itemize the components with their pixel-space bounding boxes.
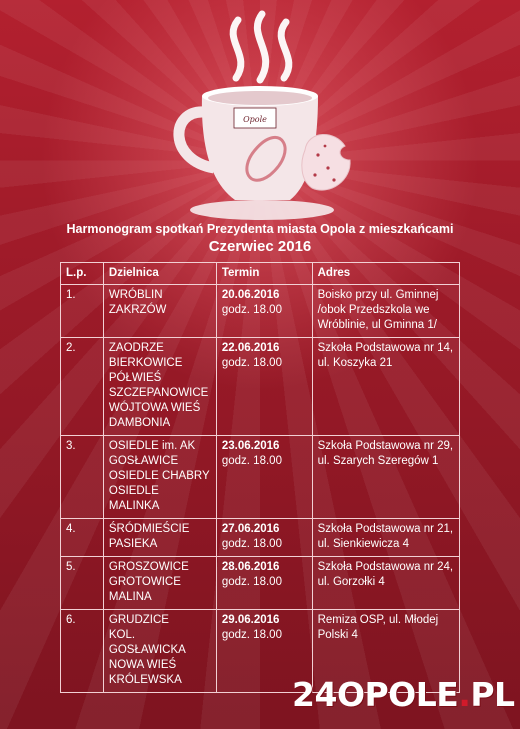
col-header-address: Adres bbox=[312, 263, 459, 285]
table-row bbox=[61, 285, 460, 338]
district-name: DAMBONIA bbox=[108, 417, 171, 429]
district-name: OSIEDLE MALINKA bbox=[108, 485, 160, 512]
brand-logo bbox=[292, 670, 515, 720]
row-number: 3. bbox=[61, 436, 104, 519]
brand-name: OPOLE bbox=[336, 675, 459, 714]
table-row bbox=[61, 436, 460, 519]
district-name: GOSŁAWICE bbox=[108, 455, 179, 467]
district-name: WRÓBLIN bbox=[108, 289, 163, 301]
date-cell bbox=[216, 338, 312, 436]
district-name: PASIEKA bbox=[108, 538, 158, 550]
row-number: 5. bbox=[61, 557, 104, 610]
district-name: KRÓLEWSKA bbox=[108, 674, 182, 686]
meeting-date: 29.06.2016 bbox=[221, 614, 280, 626]
district-name: PÓŁWIEŚ bbox=[108, 372, 162, 384]
page-title: Harmonogram spotkań Prezydenta miasta Opola z mieszkańcami bbox=[66, 222, 454, 236]
table-row bbox=[61, 557, 460, 610]
district-name: GRUDZICE bbox=[108, 614, 169, 626]
district-cell bbox=[103, 436, 216, 519]
district-name: OSIEDLE im. AK bbox=[108, 440, 196, 452]
page-subtitle: Czerwiec 2016 bbox=[208, 238, 312, 255]
table-row bbox=[61, 338, 460, 436]
row-number: 4. bbox=[61, 519, 104, 557]
row-number: 6. bbox=[61, 610, 104, 693]
table-header-row bbox=[61, 263, 460, 285]
district-cell bbox=[103, 557, 216, 610]
brand-number: 24 bbox=[292, 675, 337, 714]
district-name: MALINA bbox=[108, 591, 152, 603]
col-header-district: Dzielnica bbox=[103, 263, 216, 285]
meeting-date: 20.06.2016 bbox=[221, 289, 280, 301]
meeting-time: godz. 18.00 bbox=[221, 357, 282, 369]
district-name: ZAODRZE bbox=[108, 342, 164, 354]
row-number: 1. bbox=[61, 285, 104, 338]
row-number: 2. bbox=[61, 338, 104, 436]
district-name: ZAKRZÓW bbox=[108, 304, 167, 316]
address-cell: Boisko przy ul. Gminnej /obok Przedszkola we Wróblinie, ul Gminna 1/ bbox=[312, 285, 459, 338]
meeting-date: 22.06.2016 bbox=[221, 342, 280, 354]
date-cell bbox=[216, 557, 312, 610]
district-name: ŚRÓDMIEŚCIE bbox=[108, 523, 190, 535]
district-name: NOWA WIEŚ bbox=[108, 659, 177, 671]
schedule-table bbox=[60, 262, 460, 693]
district-cell bbox=[103, 285, 216, 338]
meeting-time: godz. 18.00 bbox=[221, 304, 282, 316]
meeting-date: 27.06.2016 bbox=[221, 523, 280, 535]
date-cell bbox=[216, 436, 312, 519]
coffee-cup-illustration bbox=[0, 0, 520, 230]
meeting-date: 23.06.2016 bbox=[221, 440, 280, 452]
district-name: GROTOWICE bbox=[108, 576, 181, 588]
address-cell: Szkoła Podstawowa nr 21, ul. Sienkiewicza 4 bbox=[312, 519, 459, 557]
meeting-time: godz. 18.00 bbox=[221, 538, 282, 550]
district-name: SZCZEPANOWICE bbox=[108, 387, 209, 399]
district-cell bbox=[103, 519, 216, 557]
brand-tld: PL bbox=[470, 675, 515, 714]
meeting-date: 28.06.2016 bbox=[221, 561, 280, 573]
district-name: KOL. GOSŁAWICKA bbox=[108, 629, 186, 656]
brand-dot: . bbox=[458, 675, 471, 714]
address-cell: Szkoła Podstawowa nr 14, ul. Koszyka 21 bbox=[312, 338, 459, 436]
date-cell bbox=[216, 285, 312, 338]
date-cell bbox=[216, 519, 312, 557]
cup-logo-text: Opole bbox=[243, 115, 267, 124]
district-name: BIERKOWICE bbox=[108, 357, 183, 369]
meeting-time: godz. 18.00 bbox=[221, 629, 282, 641]
table-row bbox=[61, 519, 460, 557]
address-cell: Szkoła Podstawowa nr 29, ul. Szarych Szeregów 1 bbox=[312, 436, 459, 519]
address-cell: Szkoła Podstawowa nr 24, ul. Gorzołki 4 bbox=[312, 557, 459, 610]
col-header-date: Termin bbox=[216, 263, 312, 285]
district-name: WÓJTOWA WIEŚ bbox=[108, 402, 201, 414]
cookie-icon bbox=[302, 134, 350, 190]
meeting-time: godz. 18.00 bbox=[221, 455, 282, 467]
district-name: OSIEDLE CHABRY bbox=[108, 470, 210, 482]
steam-icon bbox=[233, 14, 289, 80]
meeting-time: godz. 18.00 bbox=[221, 576, 282, 588]
address-cell: Remiza OSP, ul. Młodej Polski 4 bbox=[312, 610, 459, 693]
col-header-lp: L.p. bbox=[61, 263, 104, 285]
district-cell bbox=[103, 338, 216, 436]
district-cell bbox=[103, 610, 216, 693]
district-name: GROSZOWICE bbox=[108, 561, 189, 573]
